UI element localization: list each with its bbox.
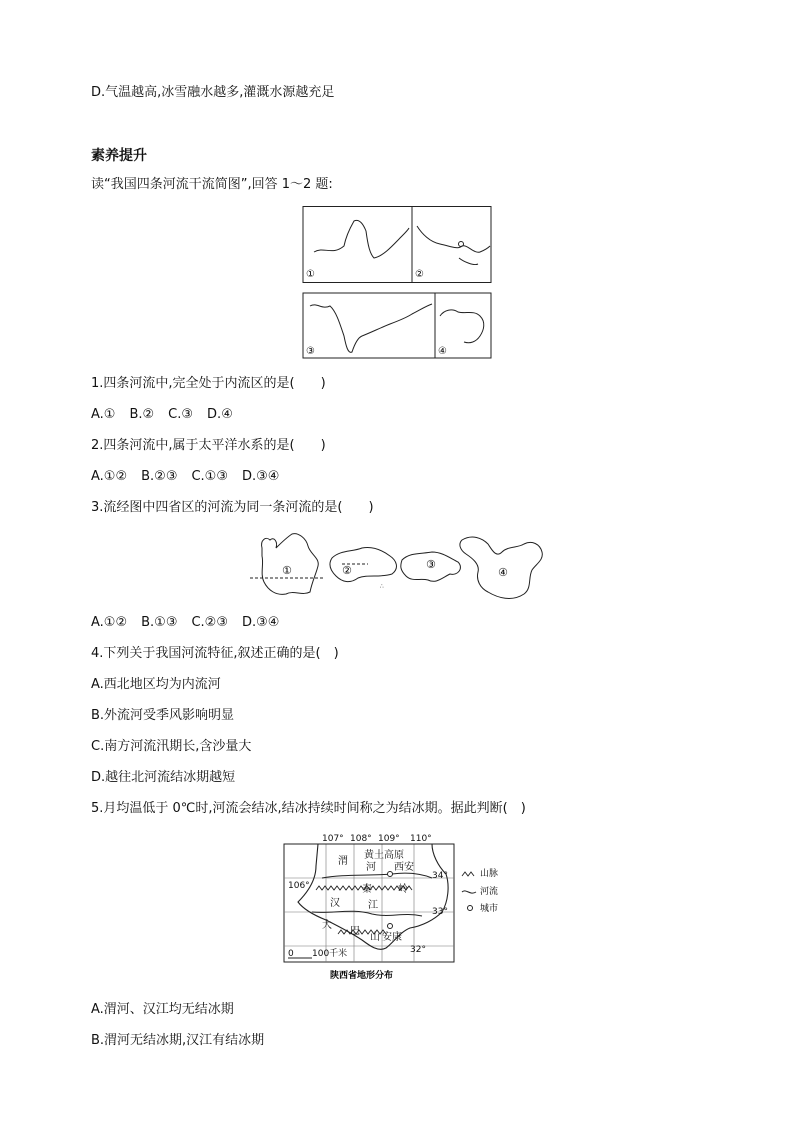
q3-option-a[interactable]: A.①② xyxy=(91,615,128,630)
question-2: 2.四条河流中,属于太平洋水系的是( ) xyxy=(91,438,326,453)
place-ba: 巴 xyxy=(350,926,360,937)
previous-option-d: D.气温越高,冰雪融水越多,灌溉水源越充足 xyxy=(91,85,335,100)
q4-option-a[interactable]: A.西北地区均为内流河 xyxy=(91,677,221,692)
question-2-options xyxy=(91,468,293,486)
place-ankang: 安康 xyxy=(382,932,402,943)
q3-option-c[interactable]: C.②③ xyxy=(191,615,228,630)
q3-option-b[interactable]: B.①③ xyxy=(141,615,178,630)
q1-option-b[interactable]: B.② xyxy=(129,407,155,422)
legend-city-icon xyxy=(468,906,473,911)
place-shan: 山 xyxy=(370,932,380,943)
q4-option-c[interactable]: C.南方河流汛期长,含沙量大 xyxy=(91,739,252,754)
xian-city-icon xyxy=(388,872,393,877)
river-4-line xyxy=(440,310,484,343)
river-label-1: ① xyxy=(306,269,315,280)
river-box-1 xyxy=(303,207,412,283)
map-caption: 陕西省地形分布 xyxy=(330,971,394,981)
lon-label-108: 108° xyxy=(350,834,372,844)
scale-zero: 0 xyxy=(288,949,294,959)
intro-text: 读“我国四条河流干流简图”,回答 1～2 题: xyxy=(91,177,333,192)
river-label-3: ③ xyxy=(306,346,315,357)
province-label-3: ③ xyxy=(426,558,436,571)
q4-option-b[interactable]: B.外流河受季风影响明显 xyxy=(91,708,235,723)
river-2-lake xyxy=(459,242,464,247)
question-3: 3.流经图中四省区的河流为同一条河流的是( ) xyxy=(91,500,374,515)
scale-100km: 100千米 xyxy=(312,949,348,959)
q5-option-a[interactable]: A.渭河、汉江均无结冰期 xyxy=(91,1002,234,1017)
legend-city-label: 城市 xyxy=(480,904,499,914)
question-5: 5.月均温低于 0℃时,河流会结冰,结冰持续时间称之为结冰期。据此判断( ) xyxy=(91,801,526,816)
province-label-4: ④ xyxy=(498,566,508,579)
place-wei: 渭 xyxy=(338,856,348,867)
lon-label-110: 110° xyxy=(410,834,432,844)
place-han: 汉 xyxy=(330,898,340,909)
river-2-line xyxy=(417,226,490,265)
place-loess-plateau: 黄土高原 xyxy=(364,850,404,861)
wei-river-line xyxy=(322,873,432,878)
lat-label-33: 33° xyxy=(432,907,448,917)
place-he: 河 xyxy=(366,862,376,873)
q4-option-d[interactable]: D.越往北河流结冰期越短 xyxy=(91,770,236,785)
province-label-1: ① xyxy=(282,564,292,577)
river-1-line xyxy=(314,220,409,258)
shaanxi-terrain-map xyxy=(282,830,512,982)
lon-label-107: 107° xyxy=(322,834,344,844)
q1-option-a[interactable]: A.① xyxy=(91,407,116,422)
q2-option-c[interactable]: C.①③ xyxy=(191,469,228,484)
river-sketches-figure xyxy=(302,206,494,360)
legend-mountain-icon xyxy=(462,872,474,876)
lon-label-109: 109° xyxy=(378,834,400,844)
q3-option-d[interactable]: D.③④ xyxy=(242,615,280,630)
question-1: 1.四条河流中,完全处于内流区的是( ) xyxy=(91,376,326,391)
place-ling: 岭 xyxy=(398,884,408,895)
river-label-2: ② xyxy=(415,269,424,280)
province-2-outline xyxy=(330,547,397,581)
question-1-options xyxy=(91,406,247,424)
lon-label-106: 106° xyxy=(288,881,310,891)
q2-option-a[interactable]: A.①② xyxy=(91,469,128,484)
question-3-options xyxy=(91,614,293,632)
q1-option-c[interactable]: C.③ xyxy=(168,407,194,422)
legend-mountain-label: 山脉 xyxy=(480,869,499,879)
q2-option-d[interactable]: D.③④ xyxy=(242,469,280,484)
ankang-city-icon xyxy=(388,924,393,929)
section-title: 素养提升 xyxy=(91,148,147,164)
place-jiang: 江 xyxy=(368,900,378,911)
legend-river-icon xyxy=(462,891,476,893)
place-xian: 西安 xyxy=(394,862,414,873)
river-3-line xyxy=(310,304,432,352)
lat-label-32: 32° xyxy=(410,945,426,955)
q2-option-b[interactable]: B.②③ xyxy=(141,469,178,484)
q5-option-b[interactable]: B.渭河无结冰期,汉江有结冰期 xyxy=(91,1033,265,1048)
question-4: 4.下列关于我国河流特征,叙述正确的是( ) xyxy=(91,646,339,661)
province-outlines-figure xyxy=(250,530,550,605)
province-label-2: ② xyxy=(342,564,352,577)
river-box-3 xyxy=(303,293,435,358)
q1-option-d[interactable]: D.④ xyxy=(207,407,233,422)
place-qin: 秦 xyxy=(362,884,372,895)
place-da: 大 xyxy=(322,920,332,931)
river-label-4: ④ xyxy=(438,346,447,357)
legend-river-label: 河流 xyxy=(480,887,499,897)
svg-text:∴: ∴ xyxy=(380,583,384,590)
lat-label-34: 34° xyxy=(432,871,448,881)
